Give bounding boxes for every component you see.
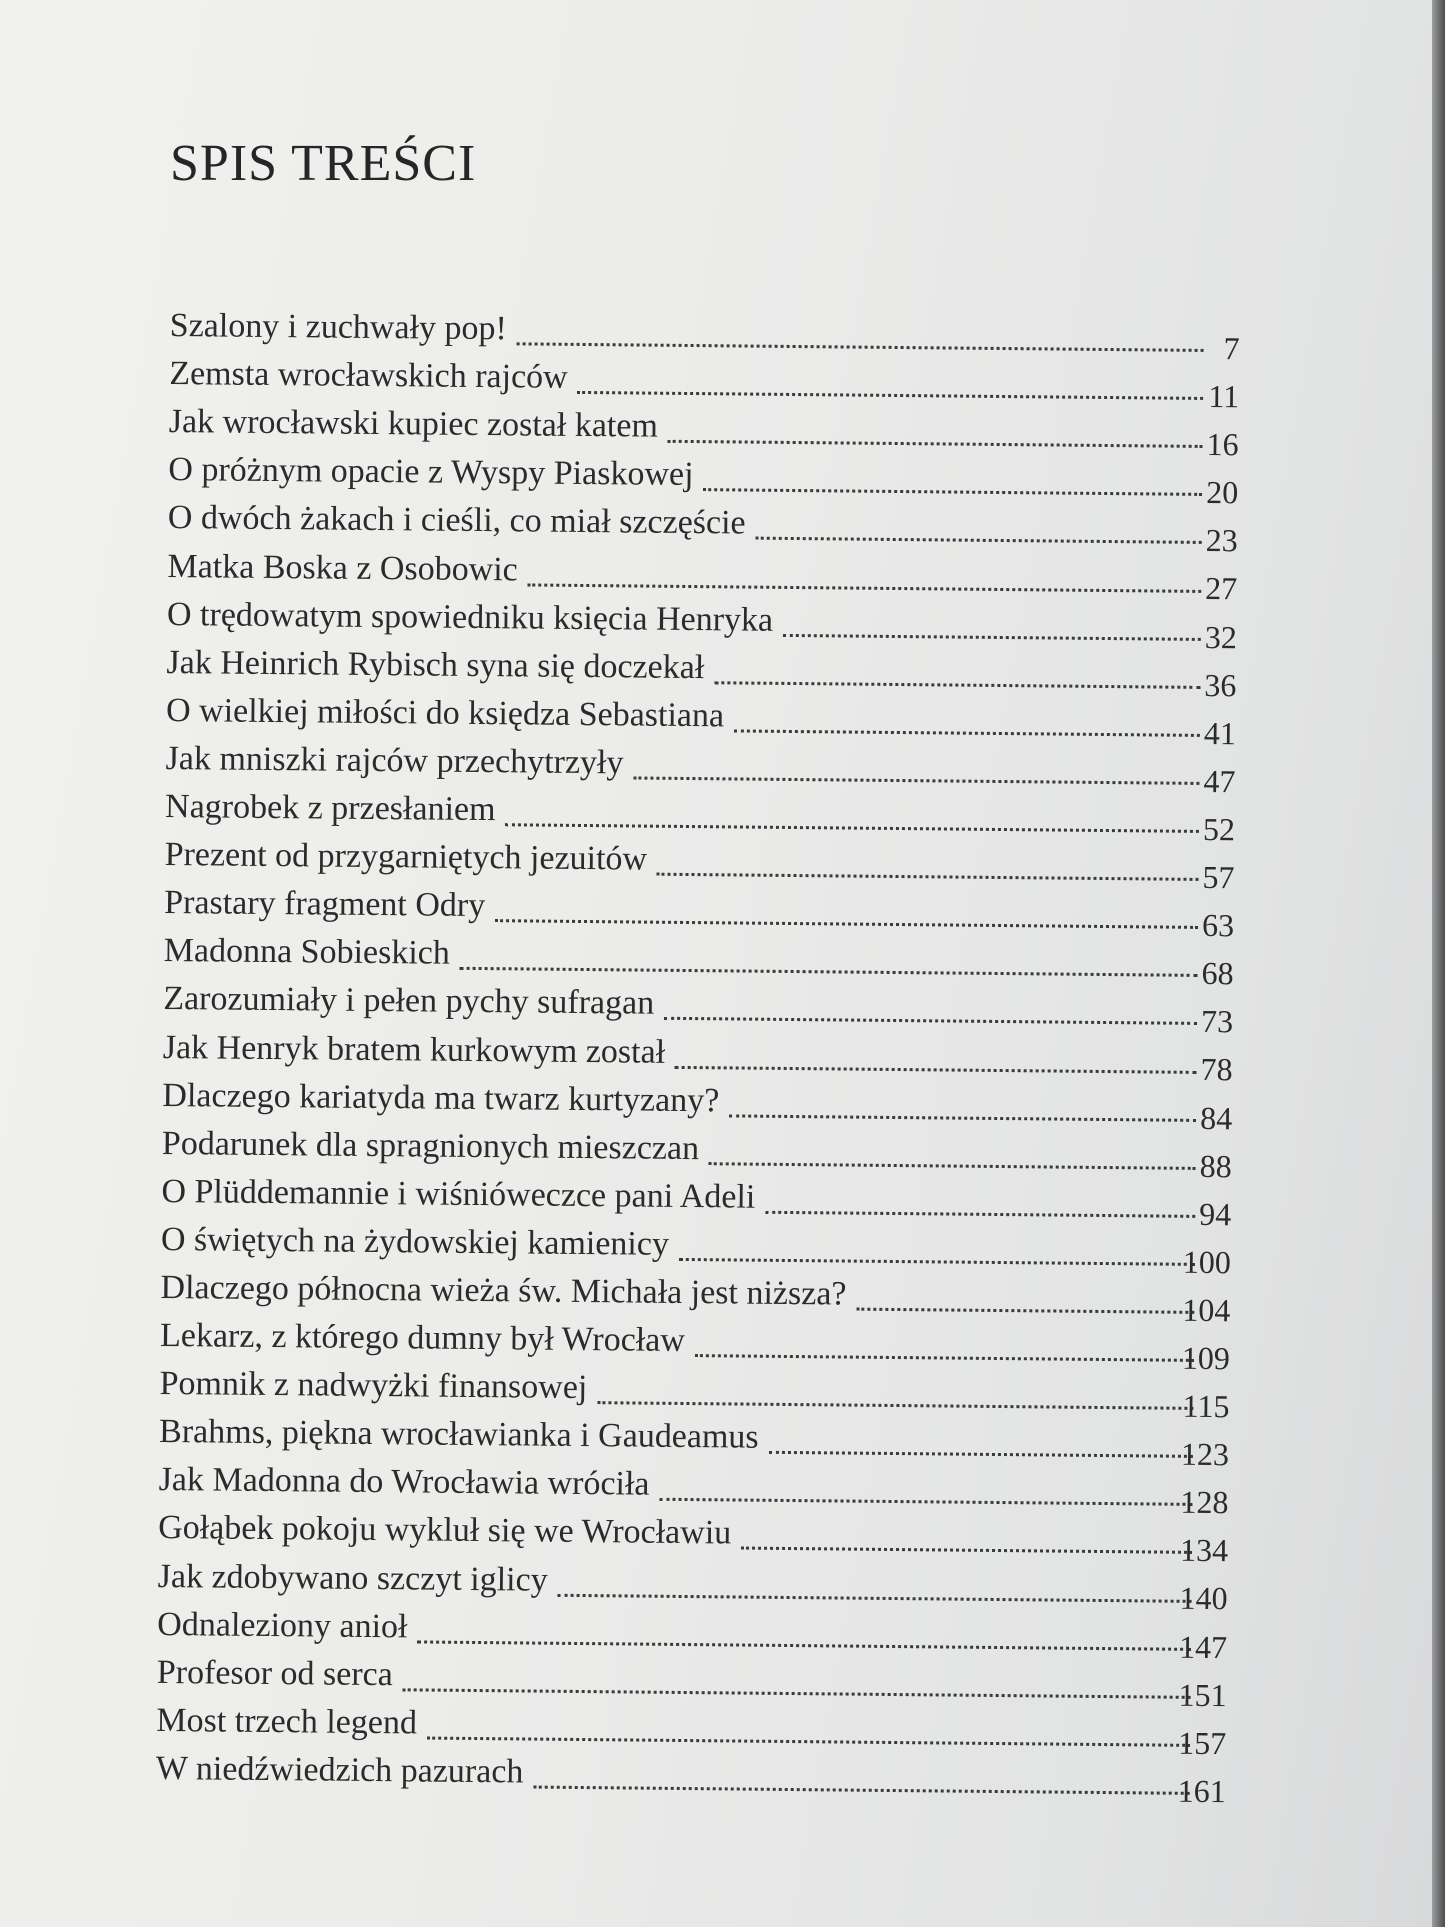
toc-entry-page-number: 11 (1208, 378, 1240, 415)
toc-entry-title: Jak Heinrich Rybisch syna się doczekał (166, 643, 705, 686)
dot-leader (558, 1593, 1192, 1602)
toc-entry-title: Dlaczego kariatyda ma twarz kurtyzany? (162, 1076, 720, 1119)
dot-leader (533, 1785, 1189, 1794)
toc-entry-page-number: 7 (1223, 330, 1240, 367)
dot-leader (741, 1547, 1192, 1554)
toc-entry-page-number: 84 (1200, 1099, 1233, 1136)
toc-entry-title: Nagrobek z przesłaniem (164, 788, 496, 829)
toc-entry-page-number: 140 (1179, 1580, 1228, 1617)
dot-leader (755, 537, 1201, 544)
toc-entry-page-number: 109 (1181, 1339, 1231, 1377)
dot-leader (633, 776, 1199, 784)
dot-leader (659, 1498, 1192, 1506)
toc-entry-page-number: 115 (1182, 1387, 1230, 1425)
toc-entry-page-number: 151 (1178, 1676, 1227, 1713)
toc-entry-title: Dlaczego północna wieża św. Michała jest niższa? (160, 1268, 847, 1313)
toc-entry-page-number: 52 (1202, 810, 1236, 848)
toc-entry (155, 1743, 1226, 1810)
toc-entry-page-number: 63 (1201, 907, 1235, 944)
dot-leader (765, 1211, 1195, 1218)
show-through-text (772, 0, 1232, 290)
dot-leader (657, 873, 1199, 881)
toc-entry-page-number: 23 (1205, 522, 1238, 559)
toc-entry-title: Zemsta wrocławskich rajców (169, 355, 568, 397)
page-edge (1432, 0, 1445, 1927)
toc-entry-title: O próżnym opacie z Wyspy Piaskowej (168, 451, 694, 494)
toc-entry-page-number: 157 (1178, 1724, 1227, 1761)
toc-entry-page-number: 161 (1177, 1772, 1226, 1810)
toc-entry-title: O dwóch żakach i cieśli, co miał szczęście (167, 499, 746, 543)
toc-entry-page-number: 36 (1204, 666, 1237, 703)
dot-leader (668, 440, 1203, 448)
dot-leader (695, 1354, 1194, 1362)
toc-entry-page-number: 94 (1199, 1195, 1232, 1232)
toc-entry-title: Jak wrocławski kupiec został katem (168, 403, 659, 445)
toc-entry-title: Madonna Sobieskich (163, 932, 451, 973)
toc-entry-page-number: 20 (1206, 474, 1239, 511)
toc-entry-page-number: 123 (1180, 1435, 1230, 1473)
toc-entry-page-number: 47 (1203, 762, 1236, 800)
dot-leader (597, 1401, 1193, 1410)
toc-entry-title: Profesor od serca (156, 1653, 394, 1693)
table-of-contents (155, 300, 1240, 1810)
toc-entry-title: Gołąbek pokoju wykluł się we Wrocławiu (158, 1509, 732, 1552)
page-title: SPIS TREŚCI (170, 135, 477, 192)
dot-leader (403, 1688, 1191, 1699)
toc-entry-title: Pomnik z nadwyżki finansowej (159, 1365, 588, 1407)
toc-entry-title: O Plüddemannie i wiśnióweczce pani Adeli (161, 1172, 756, 1216)
dot-leader (505, 823, 1199, 833)
toc-entry-title: Zarozumiały i pełen pychy sufragan (163, 980, 655, 1023)
toc-entry-page-number: 27 (1205, 570, 1238, 607)
dot-leader (714, 681, 1200, 689)
dot-leader (679, 1258, 1195, 1266)
dot-leader (729, 1114, 1196, 1121)
toc-entry-page-number: 88 (1199, 1147, 1232, 1184)
dot-leader (528, 583, 1202, 592)
dot-leader (783, 634, 1201, 641)
dot-leader (495, 919, 1198, 929)
toc-entry-page-number: 41 (1203, 714, 1237, 752)
toc-entry-page-number: 134 (1179, 1532, 1229, 1569)
toc-entry-page-number: 57 (1202, 858, 1235, 896)
toc-entry-title: Jak Madonna do Wrocławia wróciła (158, 1461, 650, 1504)
toc-entry-page-number: 32 (1204, 618, 1237, 655)
dot-leader (664, 1017, 1197, 1025)
toc-entry-title: O wielkiej miłości do księdza Sebastiana (165, 691, 725, 735)
dot-leader (460, 967, 1198, 977)
dot-leader (703, 489, 1202, 497)
dot-leader (417, 1640, 1191, 1650)
toc-entry-title: Szalony i zuchwały pop! (169, 307, 507, 348)
toc-entry-title: W niedźwiedzich pazurach (155, 1749, 524, 1791)
dot-leader (578, 391, 1204, 400)
toc-entry-page-number: 78 (1200, 1051, 1233, 1088)
toc-entry-page-number: 104 (1182, 1291, 1231, 1329)
dot-leader (427, 1736, 1190, 1746)
toc-entry-title: Podarunek dla spragnionych mieszczan (161, 1124, 700, 1167)
toc-entry-title: Jak mniszki rajców przechytrzyły (165, 739, 624, 782)
toc-entry-page-number: 68 (1201, 955, 1234, 992)
dot-leader (856, 1308, 1194, 1314)
toc-entry-page-number: 128 (1180, 1484, 1229, 1521)
toc-entry-page-number: 16 (1206, 426, 1239, 463)
toc-entry-title: Prezent od przygarniętych jezuitów (164, 836, 648, 878)
toc-entry-page-number: 147 (1178, 1628, 1228, 1665)
dot-leader (709, 1162, 1196, 1170)
toc-entry-title: Prastary fragment Odry (164, 884, 486, 925)
dot-leader (768, 1451, 1192, 1458)
dot-leader (675, 1065, 1197, 1073)
dot-leader (517, 342, 1204, 352)
toc-entry-title: Brahms, piękna wrocławianka i Gaudeamus (158, 1413, 759, 1456)
dot-leader (734, 729, 1200, 736)
toc-entry-title: Jak Henryk bratem kurkowym został (162, 1028, 666, 1071)
toc-entry-title: Matka Boska z Osobowic (167, 547, 518, 588)
toc-entry-title: Most trzech legend (156, 1701, 418, 1742)
toc-entry-title: O świętych na żydowskiej kamienicy (160, 1220, 670, 1263)
toc-entry-title: Jak zdobywano szczyt iglicy (157, 1557, 548, 1599)
toc-entry-title: Odnaleziony anioł (157, 1605, 408, 1645)
toc-entry-title: Lekarz, z którego dumny był Wrocław (159, 1317, 686, 1360)
toc-entry-page-number: 100 (1182, 1243, 1231, 1281)
toc-entry-title: O trędowatym spowiedniku księcia Henryka (166, 595, 774, 639)
toc-entry-page-number: 73 (1200, 1003, 1234, 1040)
